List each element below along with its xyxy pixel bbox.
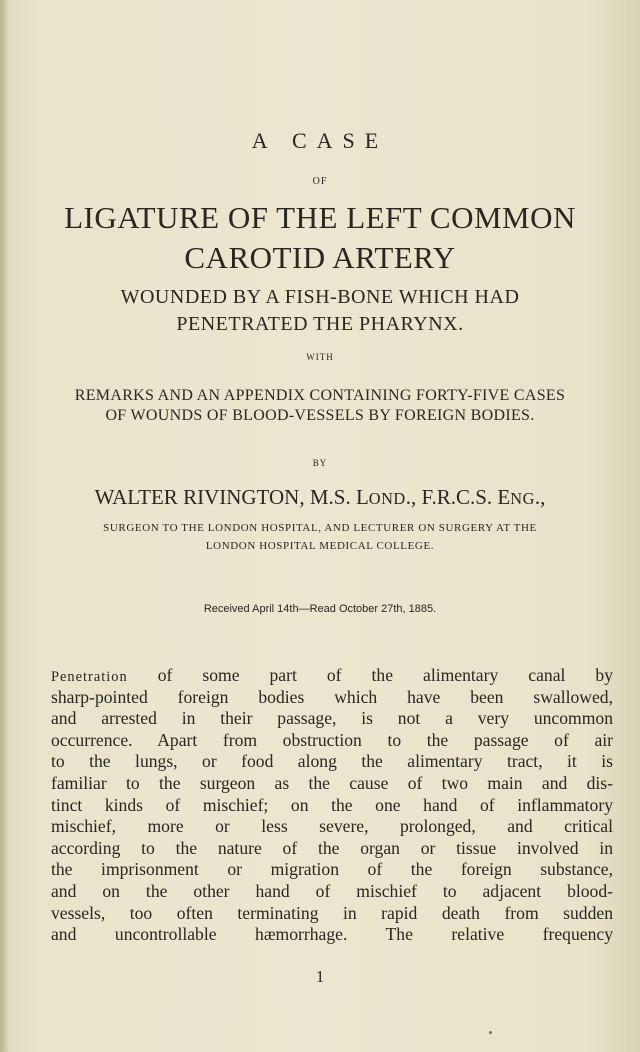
title-line-2: CAROTID ARTERY [184,240,456,275]
affiliation-line-1: SURGEON TO THE LONDON HOSPITAL, AND LECTURER ON SURGERY AT THE [103,522,537,534]
remarks-line-1: REMARKS AND AN APPENDIX CONTAINING FORTY-FIVE CASES [74,387,566,404]
author-degree-1c: ., F.R.C.S. E [405,485,511,509]
of-connector: OF [312,176,328,187]
body-line: and on the other hand of mischief to adjacent blood- [51,880,613,901]
by-connector: BY [312,458,328,468]
author-name: WALTER RIVINGTON, [94,485,305,509]
subtitle-line-2: PENETRATED THE PHARYNX. [176,313,464,335]
body-line: the imprisonment or migration of the foreign substance, [51,859,613,880]
with-connector: WITH [306,352,334,362]
body-line: and arrested in their passage, is not a very uncommon [51,708,613,729]
page-number: 1 [315,967,325,986]
body-line: occurrence. Apart from obstruction to the passage of air [51,729,613,750]
author-degree-2c: ., [534,485,546,509]
body-line: tinct kinds of mischief; on the one hand of inflammatory [51,794,613,815]
author-degree-1a: M.S. L [309,485,369,509]
received-date-line: Received April 14th—Read October 27th, 1885. [203,603,437,615]
title-line-1: LIGATURE OF THE LEFT COMMON [64,200,576,235]
remarks-line-2: OF WOUNDS OF BLOOD-VESSELS BY FOREIGN BODIES. [105,407,535,424]
body-line: to the lungs, or food along the alimentary tract, it is [51,751,613,772]
body-line: familiar to the surgeon as the cause of two main and dis- [51,772,613,793]
author-degree-1b: OND [368,489,406,508]
body-line: sharp-pointed foreign bodies which have been swallowed, [51,686,613,707]
body-paragraph [51,665,613,946]
author-line [0,485,640,510]
body-line: according to the nature of the organ or tissue involved in [51,837,613,858]
subtitle-line-1: WOUNDED BY A FISH-BONE WHICH HAD [120,286,520,308]
body-line-1-rest: of some part of the alimentary canal by [127,665,613,685]
body-line: vessels, too often terminating in rapid death from sudden [51,902,613,923]
lead-word: Penetration [51,669,128,685]
case-heading: A CASE [251,128,389,153]
body-line-1 [51,665,613,687]
author-degree-2b: NG [510,489,535,508]
ink-speck [489,1031,492,1034]
affiliation-line-2: LONDON HOSPITAL MEDICAL COLLEGE. [205,540,435,552]
body-line: mischief, more or less severe, prolonged, and critical [51,816,613,837]
body-line: and uncontrollable hæmorrhage. The relative frequency [51,924,613,945]
